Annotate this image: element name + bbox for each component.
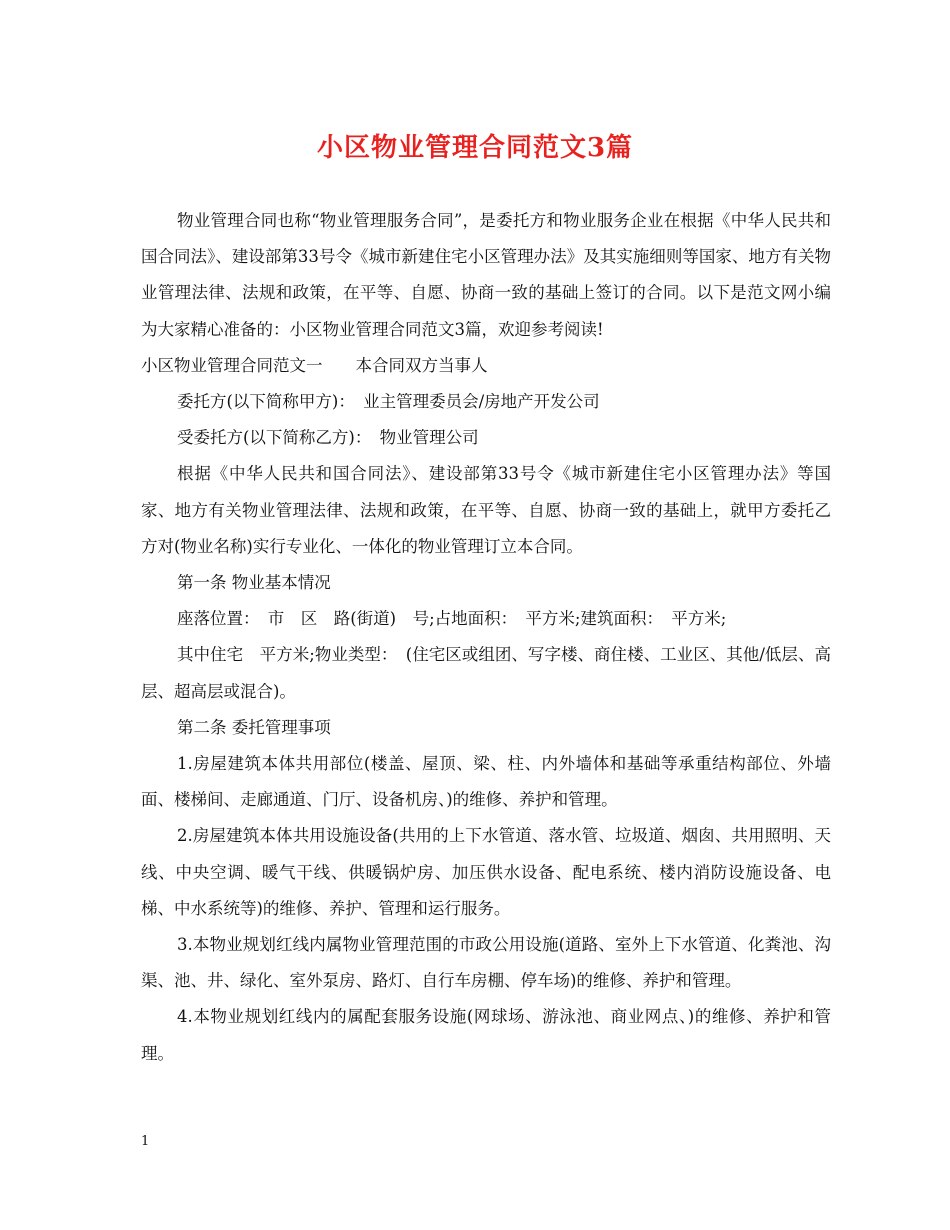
location-line: 座落位置： 市 区 路(街道) 号;占地面积： 平方米;建筑面积： 平方米; [177,609,727,629]
item-3-paragraph: 3.本物业规划红线内属物业管理范围的市政公用设施(道路、室外上下水管道、化粪池、沟渠、池、井、绿化、室外泵房、路灯、自行车房棚、停车场)的维修、养护和管理。 [141,935,831,991]
item-2-paragraph: 2.房屋建筑本体共用设施设备(共用的上下水管道、落水管、垃圾道、烟囱、共用照明、天线、中央空调、暖气干线、供暖锅炉房、加压供水设备、配电系统、楼内消防设施设备、电梯、中水系统等)的维修、养护、管理和运行服务。 [141,826,831,918]
party-b-line: 受委托方(以下简称乙方)： 物业管理公司 [177,428,479,448]
item-4-paragraph: 4.本物业规划红线内的属配套服务设施(网球场、游泳池、商业网点、)的维修、养护和管理。 [141,1007,831,1063]
page-number: 1 [141,1134,150,1149]
document-body [141,203,831,1072]
property-type-paragraph: 其中住宅 平方米;物业类型： (住宅区或组团、写字楼、商住楼、工业区、其他/低层、高层、超高层或混合)。 [141,645,831,701]
document-title: 小区物业管理合同范文3篇 [316,133,634,163]
basis-paragraph: 根据《中华人民共和国合同法》、建设部第33号令《城市新建住宅小区管理办法》等国家、地方有关物业管理法律、法规和政策，在平等、自愿、协商一致的基础上，就甲方委托乙方对(物业名称)实行专业化、一体化的物业管理订立本合同。 [141,464,831,556]
party-a-line: 委托方(以下简称甲方)： 业主管理委员会/房地产开发公司 [177,392,600,412]
article-2-heading: 第二条 委托管理事项 [177,717,331,737]
contract-heading-line: 小区物业管理合同范文一 本合同双方当事人 [141,355,488,375]
intro-paragraph: 物业管理合同也称“物业管理服务合同”，是委托方和物业服务企业在根据《中华人民共和国合同法》、建设部第33号令《城市新建住宅小区管理办法》及其实施细则等国家、地方有关物业管理法律、法规和政策，在平等、自愿、协商一致的基础上签订的合同。以下是范文网小编为大家精心准备的：小区物业管理合同范文3篇，欢迎参考阅读! [141,211,831,339]
item-1-paragraph: 1.房屋建筑本体共用部位(楼盖、屋顶、梁、柱、内外墙体和基础等承重结构部位、外墙面、楼梯间、走廊通道、门厅、设备机房、)的维修、养护和管理。 [141,754,831,810]
article-1-heading: 第一条 物业基本情况 [177,573,331,593]
